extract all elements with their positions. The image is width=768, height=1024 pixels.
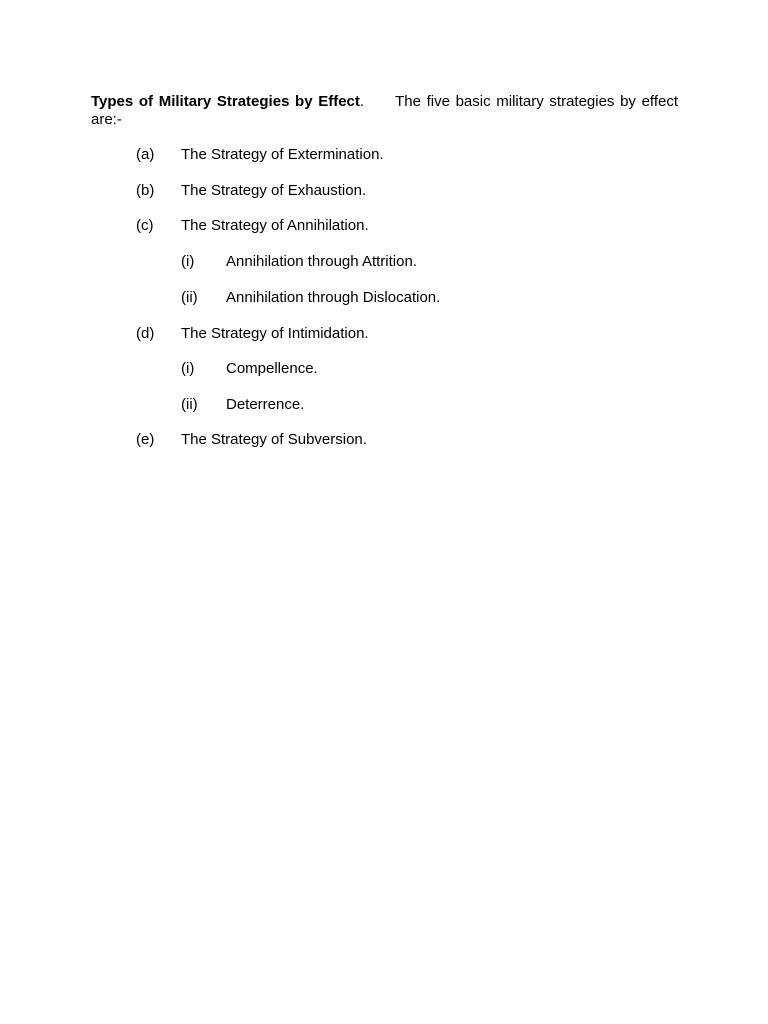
list-label: (c) [136,217,154,234]
list-text: Deterrence. [226,396,305,413]
list-text: The Strategy of Exhaustion. [181,182,367,199]
list-text: The Strategy of Annihilation. [181,217,369,234]
list-label: (a) [136,146,155,163]
section-heading: Types of Military Strategies by Effect [91,93,360,110]
list-label: (b) [136,182,155,199]
list-label: (i) [181,253,195,270]
list-label: (d) [136,325,155,342]
list-text: The Strategy of Extermination. [181,146,384,163]
list-text: Compellence. [226,360,318,377]
list-label: (ii) [181,396,198,413]
list-text: The Strategy of Subversion. [181,431,367,448]
list-label: (e) [136,431,155,448]
heading-punctuation: . [359,93,365,110]
intro-paragraph [91,93,678,129]
list-text: Annihilation through Attrition. [226,253,417,270]
list-label: (ii) [181,289,198,306]
intro-text-line1: The five basic military strategies by effect [395,93,679,110]
list-label: (i) [181,360,195,377]
intro-text-line2: are:- [91,111,122,128]
list-text: Annihilation through Dislocation. [226,289,441,306]
list-text: The Strategy of Intimidation. [181,325,369,342]
